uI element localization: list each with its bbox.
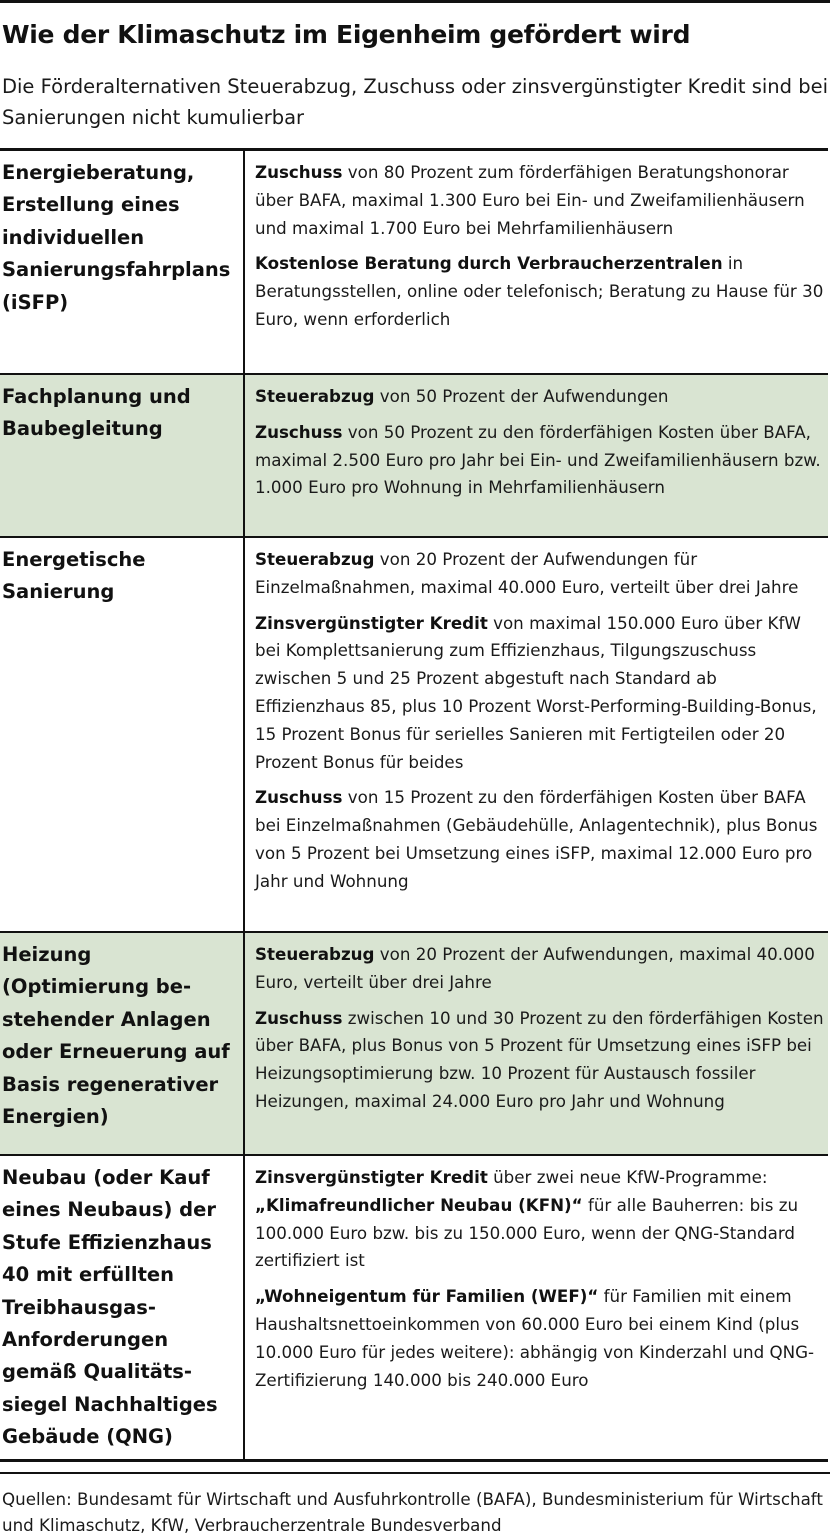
detail-item: Zinsvergünstigter Kredit von maximal 150.000 Euro über KfW bei Komplettsanierung zum Effizienzhaus, Tilgungszuschuss zwischen 5 und 25 Prozent abgestuft nach Standard ab Effizienzhaus 85, plus 10 Prozent Worst-Performing-Building-Bonus, 15 Prozent Bonus für serielles Sanieren mit Fertigteilen oder 20 Prozent Bonus für beides <box>255 612 817 772</box>
row-details <box>245 151 828 373</box>
detail-item: Zuschuss von 50 Prozent zu den förderfähigen Kosten über BAFA, maximal 2.500 Euro pro Jahr bei Ein- und Zweifamilienhäusern bzw. 1.000 Euro pro Wohnung in Mehrfamilienhäusern <box>255 421 821 498</box>
row-category: Heizung (Optimierung bestehender Anlagen oder Erneuerung auf Basis regenerativer Energien) <box>0 933 245 1154</box>
row-details <box>245 933 828 1154</box>
detail-item: Steuerabzug von 50 Prozent der Aufwendungen <box>255 386 669 406</box>
row-details <box>245 538 828 931</box>
detail-item: „Wohneigentum für Familien (WEF)“ für Familien mit einem Haushaltsnettoeinkommen von 60.000 Euro bei einem Kind (plus 10.000 Euro für jedes weitere): abhängig von Kinderzahl und QNG-Zertifizierung 140.000 bis 240.000 Euro <box>255 1286 815 1390</box>
table-row <box>0 538 828 933</box>
funding-table <box>0 148 828 1462</box>
detail-item: Zuschuss von 80 Prozent zum förderfähigen Beratungshonorar über BAFA, maximal 1.300 Euro bei Ein- und Zweifamilienhäusern und maximal 1.700 Euro bei Mehrfamilienhäusern <box>255 162 805 238</box>
row-category: Neubau (oder Kauf eines Neubaus) der Stufe Effizienzhaus 40 mit erfüllten Treibhausgas-Anforderungen gemäß Qualitätssiegel Nachhaltiges Gebäude (QNG) <box>0 1156 245 1459</box>
table-row <box>0 1156 828 1459</box>
detail-item: Steuerabzug von 20 Prozent der Aufwendungen, maximal 40.000 Euro, verteilt über drei Jahre <box>255 944 815 992</box>
detail-item: Steuerabzug von 20 Prozent der Aufwendungen für Einzelmaßnahmen, maximal 40.000 Euro, verteilt über drei Jahre <box>255 549 799 597</box>
subtitle: Die Förderalternativen Steuerabzug, Zuschuss oder zinsvergünstigter Kredit sind bei Sanierungen nicht kumulierbar <box>2 75 828 129</box>
detail-item: Zuschuss zwischen 10 und 30 Prozent zu den förderfähigen Kosten über BAFA, plus Bonus von 5 Prozent für Umsetzung eines iSFP bei Heizungsoptimierung bzw. 10 Prozent für Austausch fossiler Heizungen, maximal 24.000 Euro pro Jahr und Wohnung <box>255 1007 824 1111</box>
detail-item: Kostenlose Beratung durch Verbraucherzentralen in Beratungsstellen, online oder telefonisch; Beratung zu Hause für 30 Euro, wenn erforderlich <box>255 253 824 329</box>
top-rule <box>0 0 830 3</box>
row-details <box>245 375 828 536</box>
page-title: Wie der Klimaschutz im Eigenheim gefördert wird <box>2 20 691 49</box>
row-category: Energetische Sanierung <box>0 538 245 931</box>
table-row <box>0 151 828 375</box>
table-row <box>0 375 828 538</box>
row-details <box>245 1156 828 1459</box>
detail-item: Zuschuss von 15 Prozent zu den förderfähigen Kosten über BAFA bei Einzelmaßnahmen (Gebäudehülle, Anlagentechnik), plus Bonus von 5 Prozent bei Umsetzung eines iSFP, maximal 12.000 Euro pro Jahr und Wohnung <box>255 787 818 891</box>
table-row <box>0 933 828 1156</box>
row-category: Energieberatung, Erstellung eines individuellen Sanierungsfahrplans (iSFP) <box>0 151 245 373</box>
detail-item: Zinsvergünstigter Kredit über zwei neue KfW-Programme: „Klimafreundlicher Neubau (KFN)“ für alle Bauherren: bis zu 100.000 Euro bzw. bis zu 150.000 Euro, wenn der QNG-Standard zertifiziert ist <box>255 1167 799 1271</box>
row-category: Fachplanung und Baubegleitung <box>0 375 245 536</box>
source-note: Quellen: Bundesamt für Wirtschaft und Ausfuhrkontrolle (BAFA), Bundesministerium für Wirtschaft und Klimaschutz, KfW, Verbraucherzentrale Bundesverband <box>2 1489 823 1535</box>
footer-rule <box>0 1472 830 1474</box>
